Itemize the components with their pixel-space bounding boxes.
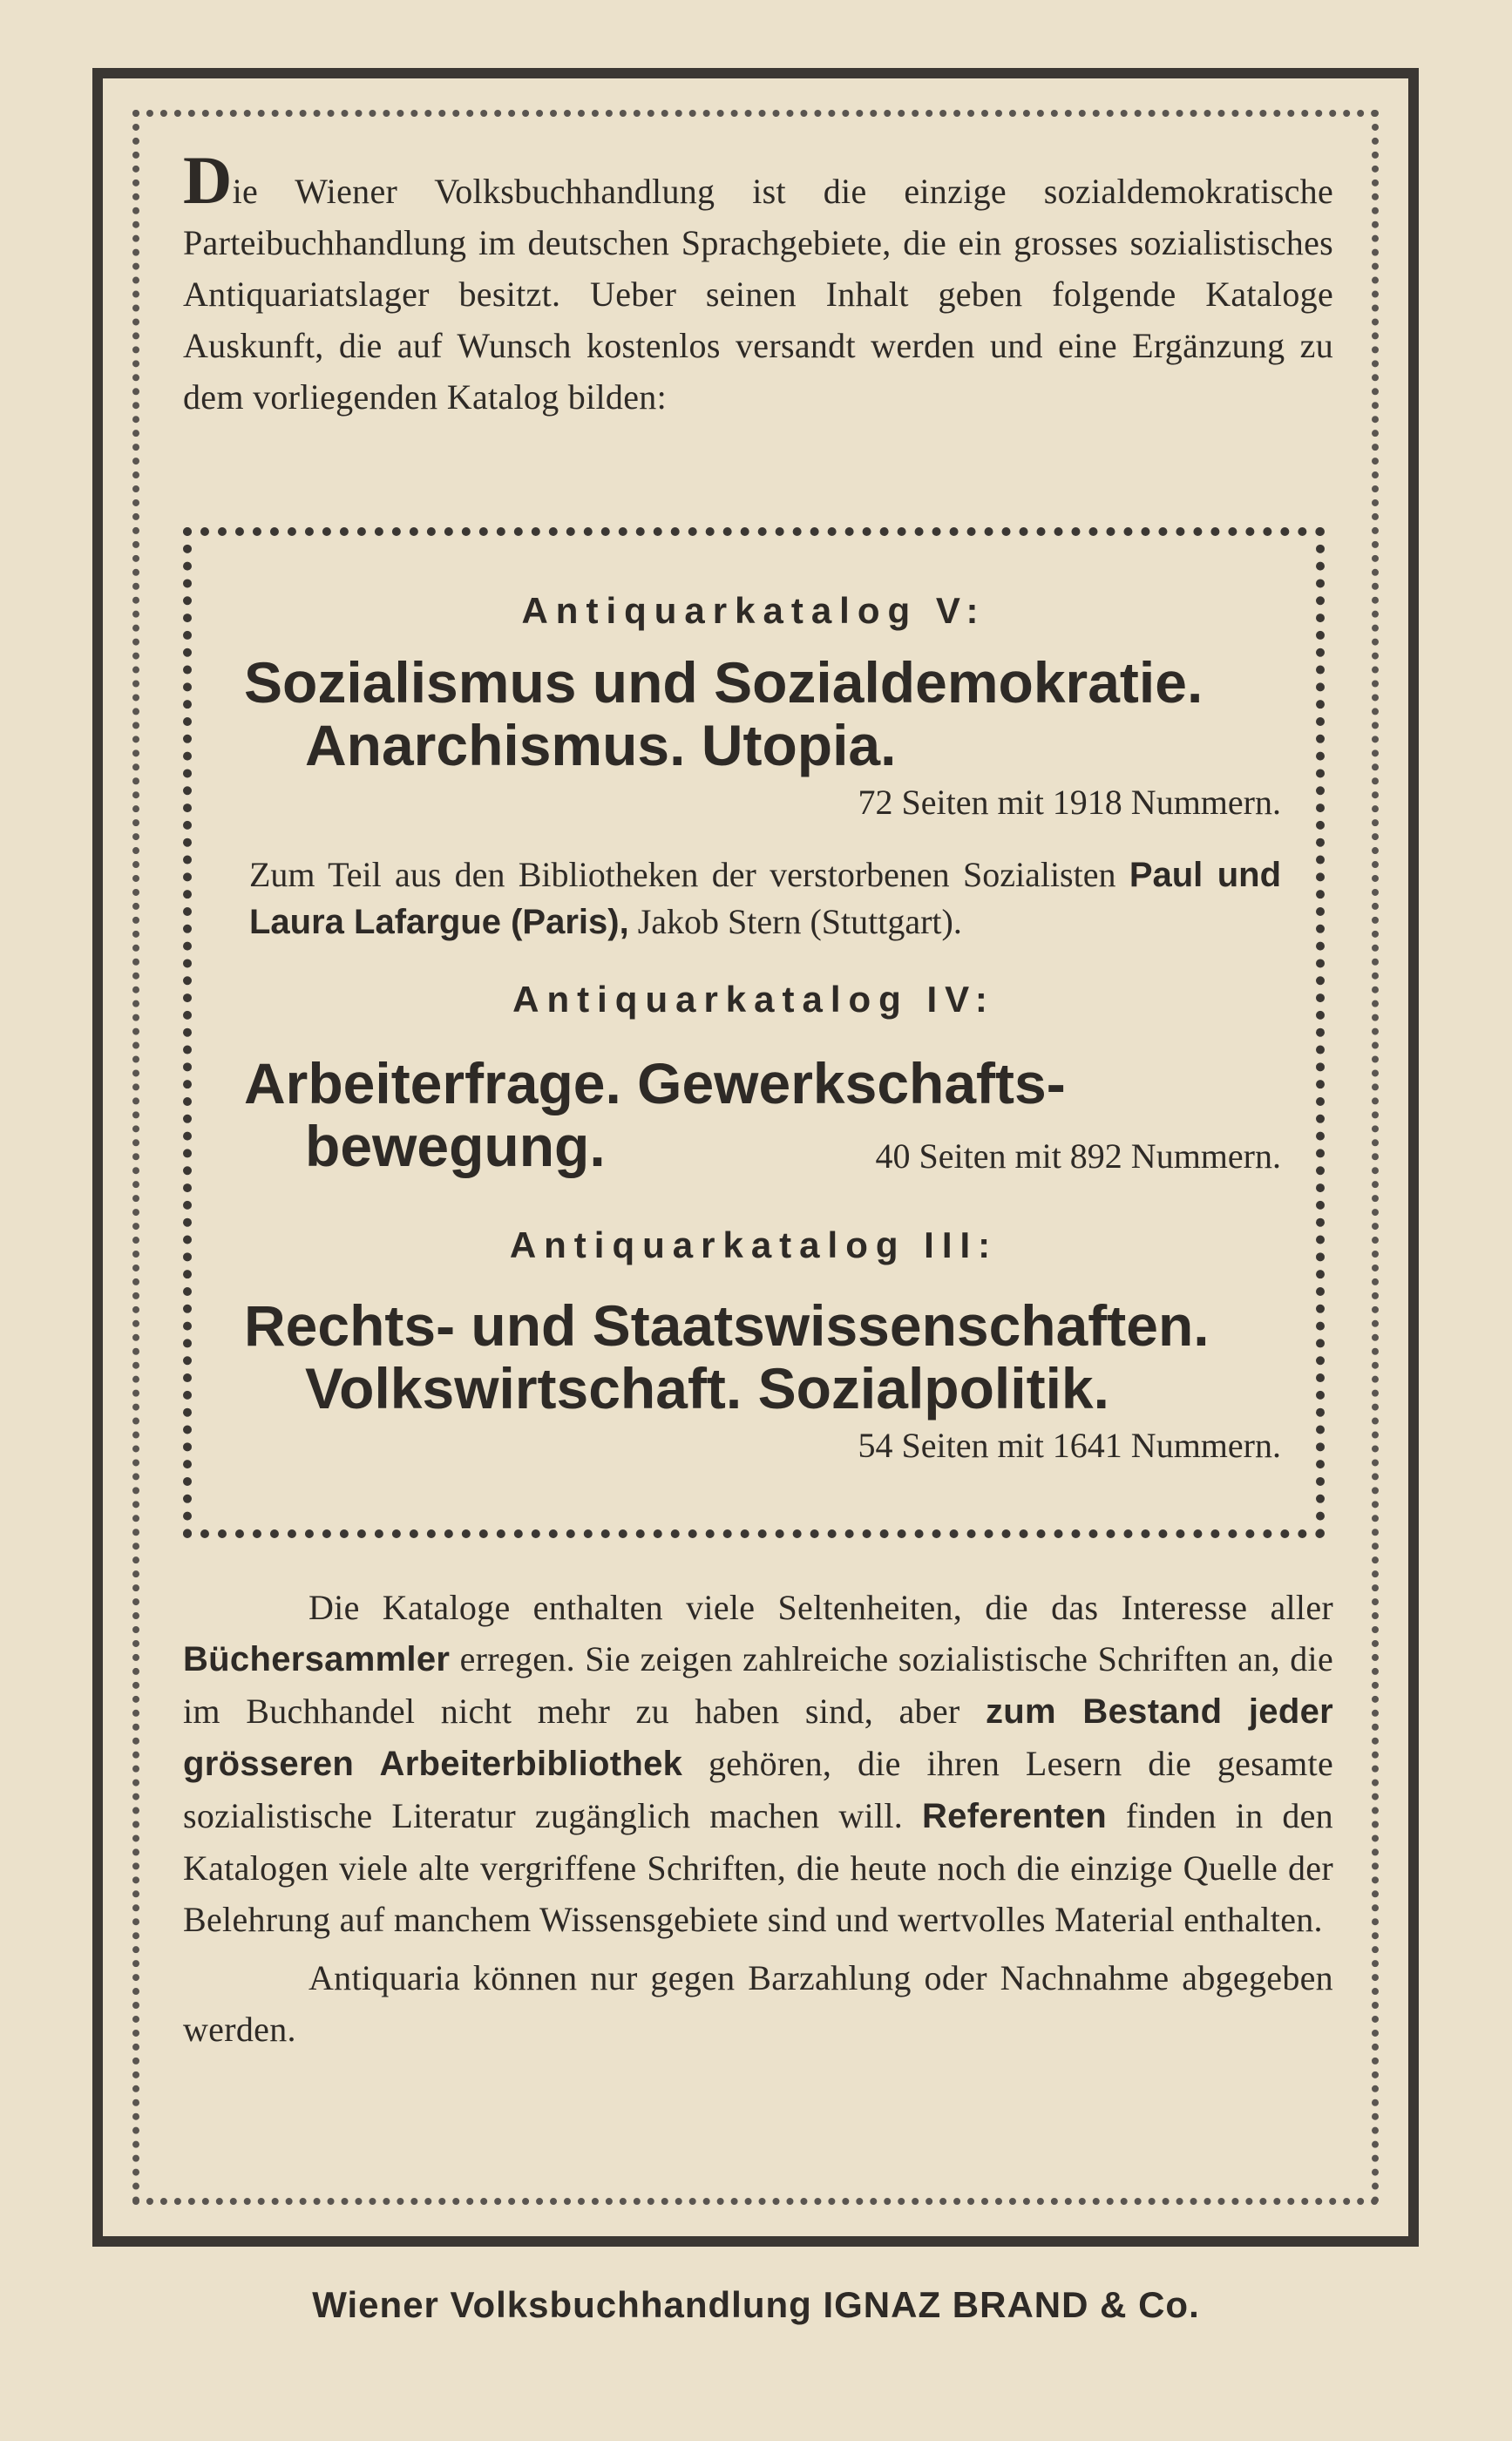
catalog-v-title-line2: Anarchismus. Utopia. <box>305 713 897 777</box>
catalog-iii-title <box>244 1294 1281 1420</box>
catalog-v-origin-bold: Paul und Laura Lafargue (Paris), <box>249 856 1282 941</box>
catalog-iii-title-line1: Rechts- und Staatswissenschaften. <box>244 1293 1210 1358</box>
publisher-footer: Wiener Volksbuchhandlung IGNAZ BRAND & Co. <box>312 2284 1200 2325</box>
catalog-iv-pages: 40 Seiten mit 892 Nummern. <box>875 1136 1281 1176</box>
catalog-box <box>183 527 1325 1538</box>
catalog-iv-title-line1: Arbeiterfrage. Gewerkschafts- <box>244 1051 1066 1115</box>
catalog-iii-label: Antiquarkatalog III: <box>509 1224 999 1265</box>
body-paragraphs <box>183 1582 1333 2055</box>
body-paragraph-1 <box>183 1582 1333 1945</box>
catalog-iii-title-line2: Volkswirtschaft. Sozialpolitik. <box>305 1356 1109 1421</box>
dropcap: D <box>183 142 233 218</box>
catalog-v-title-line1: Sozialismus und Sozialdemokratie. <box>244 650 1203 715</box>
body-p1-part-d: gehören, die ihren Lesern die gesamte sozialistische Literatur zugänglich machen will. <box>183 1744 1333 1835</box>
catalog-v-origin-text: Zum Teil aus den Bibliotheken der verstorbenen Sozialisten <box>249 855 1116 894</box>
body-p1-bold-buechersammler: Büchersammler <box>183 1640 451 1678</box>
catalog-iv-label: Antiquarkatalog IV: <box>512 979 995 1020</box>
body-p1-part-a: Die Kataloge enthalten viele Seltenheiten, die das Interesse aller <box>309 1588 1333 1627</box>
catalog-v-origin <box>249 851 1281 946</box>
catalog-iv-title-line2: bewegung. <box>305 1114 606 1178</box>
body-p1-part-c: erregen. Sie zeigen zahlreiche sozialistische Schriften an, die im Buchhandel nicht mehr zu haben sind, aber <box>183 1639 1333 1731</box>
body-p1-bold-bestand: zum Bestand jeder grösseren Arbeiterbibliothek <box>183 1692 1334 1783</box>
intro-text: ie Wiener Volksbuchhandlung ist die einzige sozialdemokratische Parteibuchhandlung im deutschen Sprachgebiete, die ein grosses sozialistisches Antiquariatslager besitzt. Ueber seinen Inhalt geben folgende Kataloge Auskunft, die auf Wunsch kostenlos versandt werden und eine Ergänzung zu dem vorliegenden Katalog bilden: <box>183 172 1333 417</box>
catalog-v-label: Antiquarkatalog V: <box>521 590 987 631</box>
catalog-iii-pages: 54 Seiten mit 1641 Nummern. <box>858 1426 1281 1465</box>
body-paragraph-2: Antiquaria können nur gegen Barzahlung oder Nachnahme abgegeben werden. <box>183 1958 1333 2049</box>
catalog-v-origin-rest: Jakob Stern (Stuttgart). <box>628 902 962 941</box>
body-p1-bold-referenten: Referenten <box>921 1797 1107 1835</box>
catalog-v-pages: 72 Seiten mit 1918 Nummern. <box>858 783 1281 822</box>
body-p1-part-e: finden in den Katalogen viele alte vergriffene Schriften, die heute noch die einzige Quelle der Belehrung auf manchem Wissensgebiete sind und wertvolles Material enthalten. <box>183 1796 1333 1939</box>
intro-paragraph <box>183 142 1333 423</box>
catalog-v-title <box>244 651 1281 776</box>
